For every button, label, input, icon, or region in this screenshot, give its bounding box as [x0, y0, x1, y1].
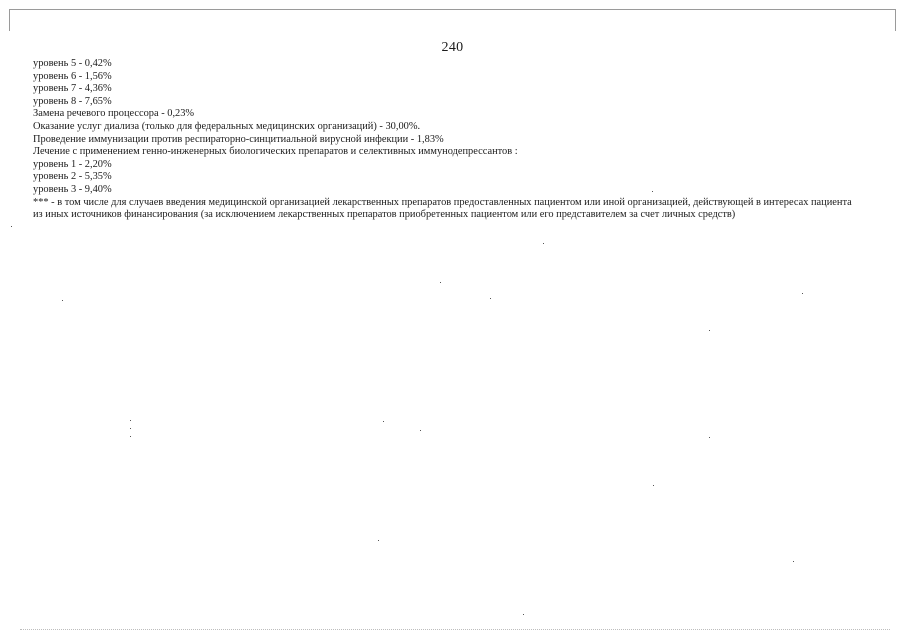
dialysis-line: Оказание услуг диализа (только для федеральных медицинских организаций) - 30,00%.: [33, 120, 421, 132]
scan-speck: [62, 300, 63, 301]
scan-speck: [378, 540, 379, 541]
scan-speck: [11, 226, 12, 227]
scan-speck: [543, 243, 544, 244]
gibp-treatment-heading: Лечение с применением генно-инженерных биологических препаратов и селективных иммунодепрессантов :: [33, 146, 518, 158]
scan-speck: [130, 420, 131, 421]
scan-speck: [793, 561, 794, 562]
page-number: 240: [441, 40, 464, 55]
scan-speck: [383, 421, 384, 422]
gibp-level-3-line: уровень 3 - 9,40%: [33, 183, 112, 195]
scan-speck: [523, 614, 524, 615]
scan-speck: [130, 436, 131, 437]
gibp-level-1-line: уровень 1 - 2,20%: [33, 158, 112, 170]
scan-speck: [490, 298, 491, 299]
scan-speck: [652, 191, 653, 192]
scan-speck: [802, 293, 803, 294]
scan-speck: [420, 430, 421, 431]
gibp-level-2-line: уровень 2 - 5,35%: [33, 171, 112, 183]
document-body: [33, 58, 863, 222]
scan-border-top: [10, 9, 896, 10]
scan-speck: [653, 485, 654, 486]
scan-border-left: [9, 9, 10, 31]
scan-speck: [440, 282, 441, 283]
scan-speck: [130, 428, 131, 429]
immunization-line: Проведение иммунизации против респираторно-синцитиальной вирусной инфекции - 1,83%: [33, 133, 444, 145]
level-6-line: уровень 6 - 1,56%: [33, 70, 112, 82]
scan-bottom-edge: [20, 629, 890, 630]
level-8-line: уровень 8 - 7,65%: [33, 95, 112, 107]
scan-speck: [709, 437, 710, 438]
scan-border-right: [895, 9, 896, 31]
speech-processor-line: Замена речевого процессора - 0,23%: [33, 108, 195, 120]
footnote: *** - в том числе для случаев введения медицинской организацией лекарственных препаратов предоставленных пациентом или иной организацией, действующей в интересах пациента из иных источников финансирования (за исключением лекарственных препаратов приобретенных пациентом или его представителем за счет личных средств): [33, 196, 852, 221]
scan-speck: [709, 330, 710, 331]
level-5-line: уровень 5 - 0,42%: [33, 58, 112, 69]
level-7-line: уровень 7 - 4,36%: [33, 83, 112, 95]
